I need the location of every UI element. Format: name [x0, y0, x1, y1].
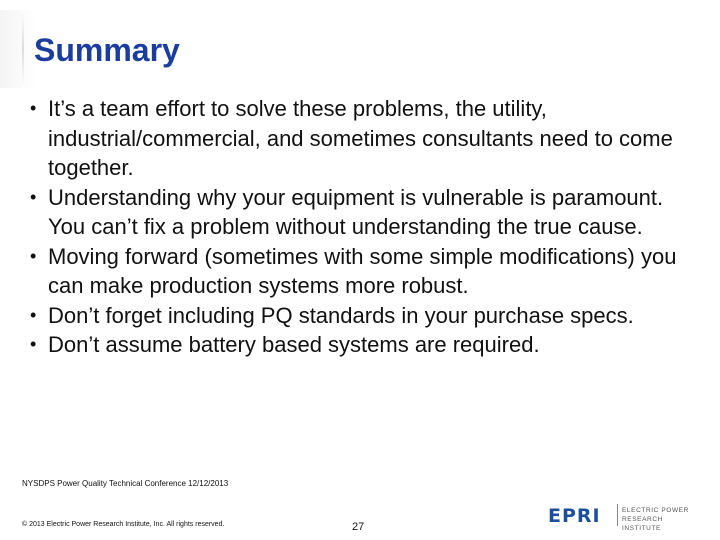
bullet-item — [28, 330, 688, 360]
page-number: 27 — [352, 521, 365, 533]
bullet-item — [28, 183, 688, 242]
bullet-item — [28, 94, 688, 183]
bullet-text: Don’t assume battery based systems are required. — [48, 332, 540, 357]
footer-conference: NYSDPS Power Quality Technical Conference 12/12/2013 — [22, 479, 229, 488]
bullet-dot-icon: • — [30, 186, 37, 207]
logo-divider — [617, 504, 618, 526]
title-accent — [22, 10, 24, 88]
bullet-dot-icon: • — [30, 334, 37, 354]
bullet-text: Don’t forget including PQ standards in your purchase specs. — [48, 302, 634, 328]
bullet-item — [28, 242, 688, 301]
bullet-list — [28, 94, 688, 360]
logo-text — [622, 506, 698, 533]
epri-logo — [548, 503, 698, 532]
logo-mark: EPRI — [548, 505, 601, 527]
logo-line-2: RESEARCH INSTITUTE — [622, 516, 663, 532]
bullet-dot-icon: • — [30, 98, 37, 118]
logo-line-1: ELECTRIC POWER — [622, 507, 689, 514]
bullet-dot-icon: • — [30, 245, 37, 266]
bullet-text: Understanding why your equipment is vulnerable is paramount. You can’t fix a problem without understanding the true cause. — [48, 184, 664, 239]
bullet-text: It’s a team effort to solve these problems, the utility, industrial/commercial, and sometimes consultants need to come together. — [48, 96, 673, 180]
bullet-item — [28, 301, 688, 331]
footer-copyright: © 2013 Electric Power Research Institute, Inc. All rights reserved. — [22, 521, 225, 528]
slide-title: Summary — [34, 32, 180, 68]
bullet-dot-icon: • — [30, 304, 37, 325]
bullet-text: Moving forward (sometimes with some simple modifications) you can make production systems more robust. — [48, 243, 677, 298]
